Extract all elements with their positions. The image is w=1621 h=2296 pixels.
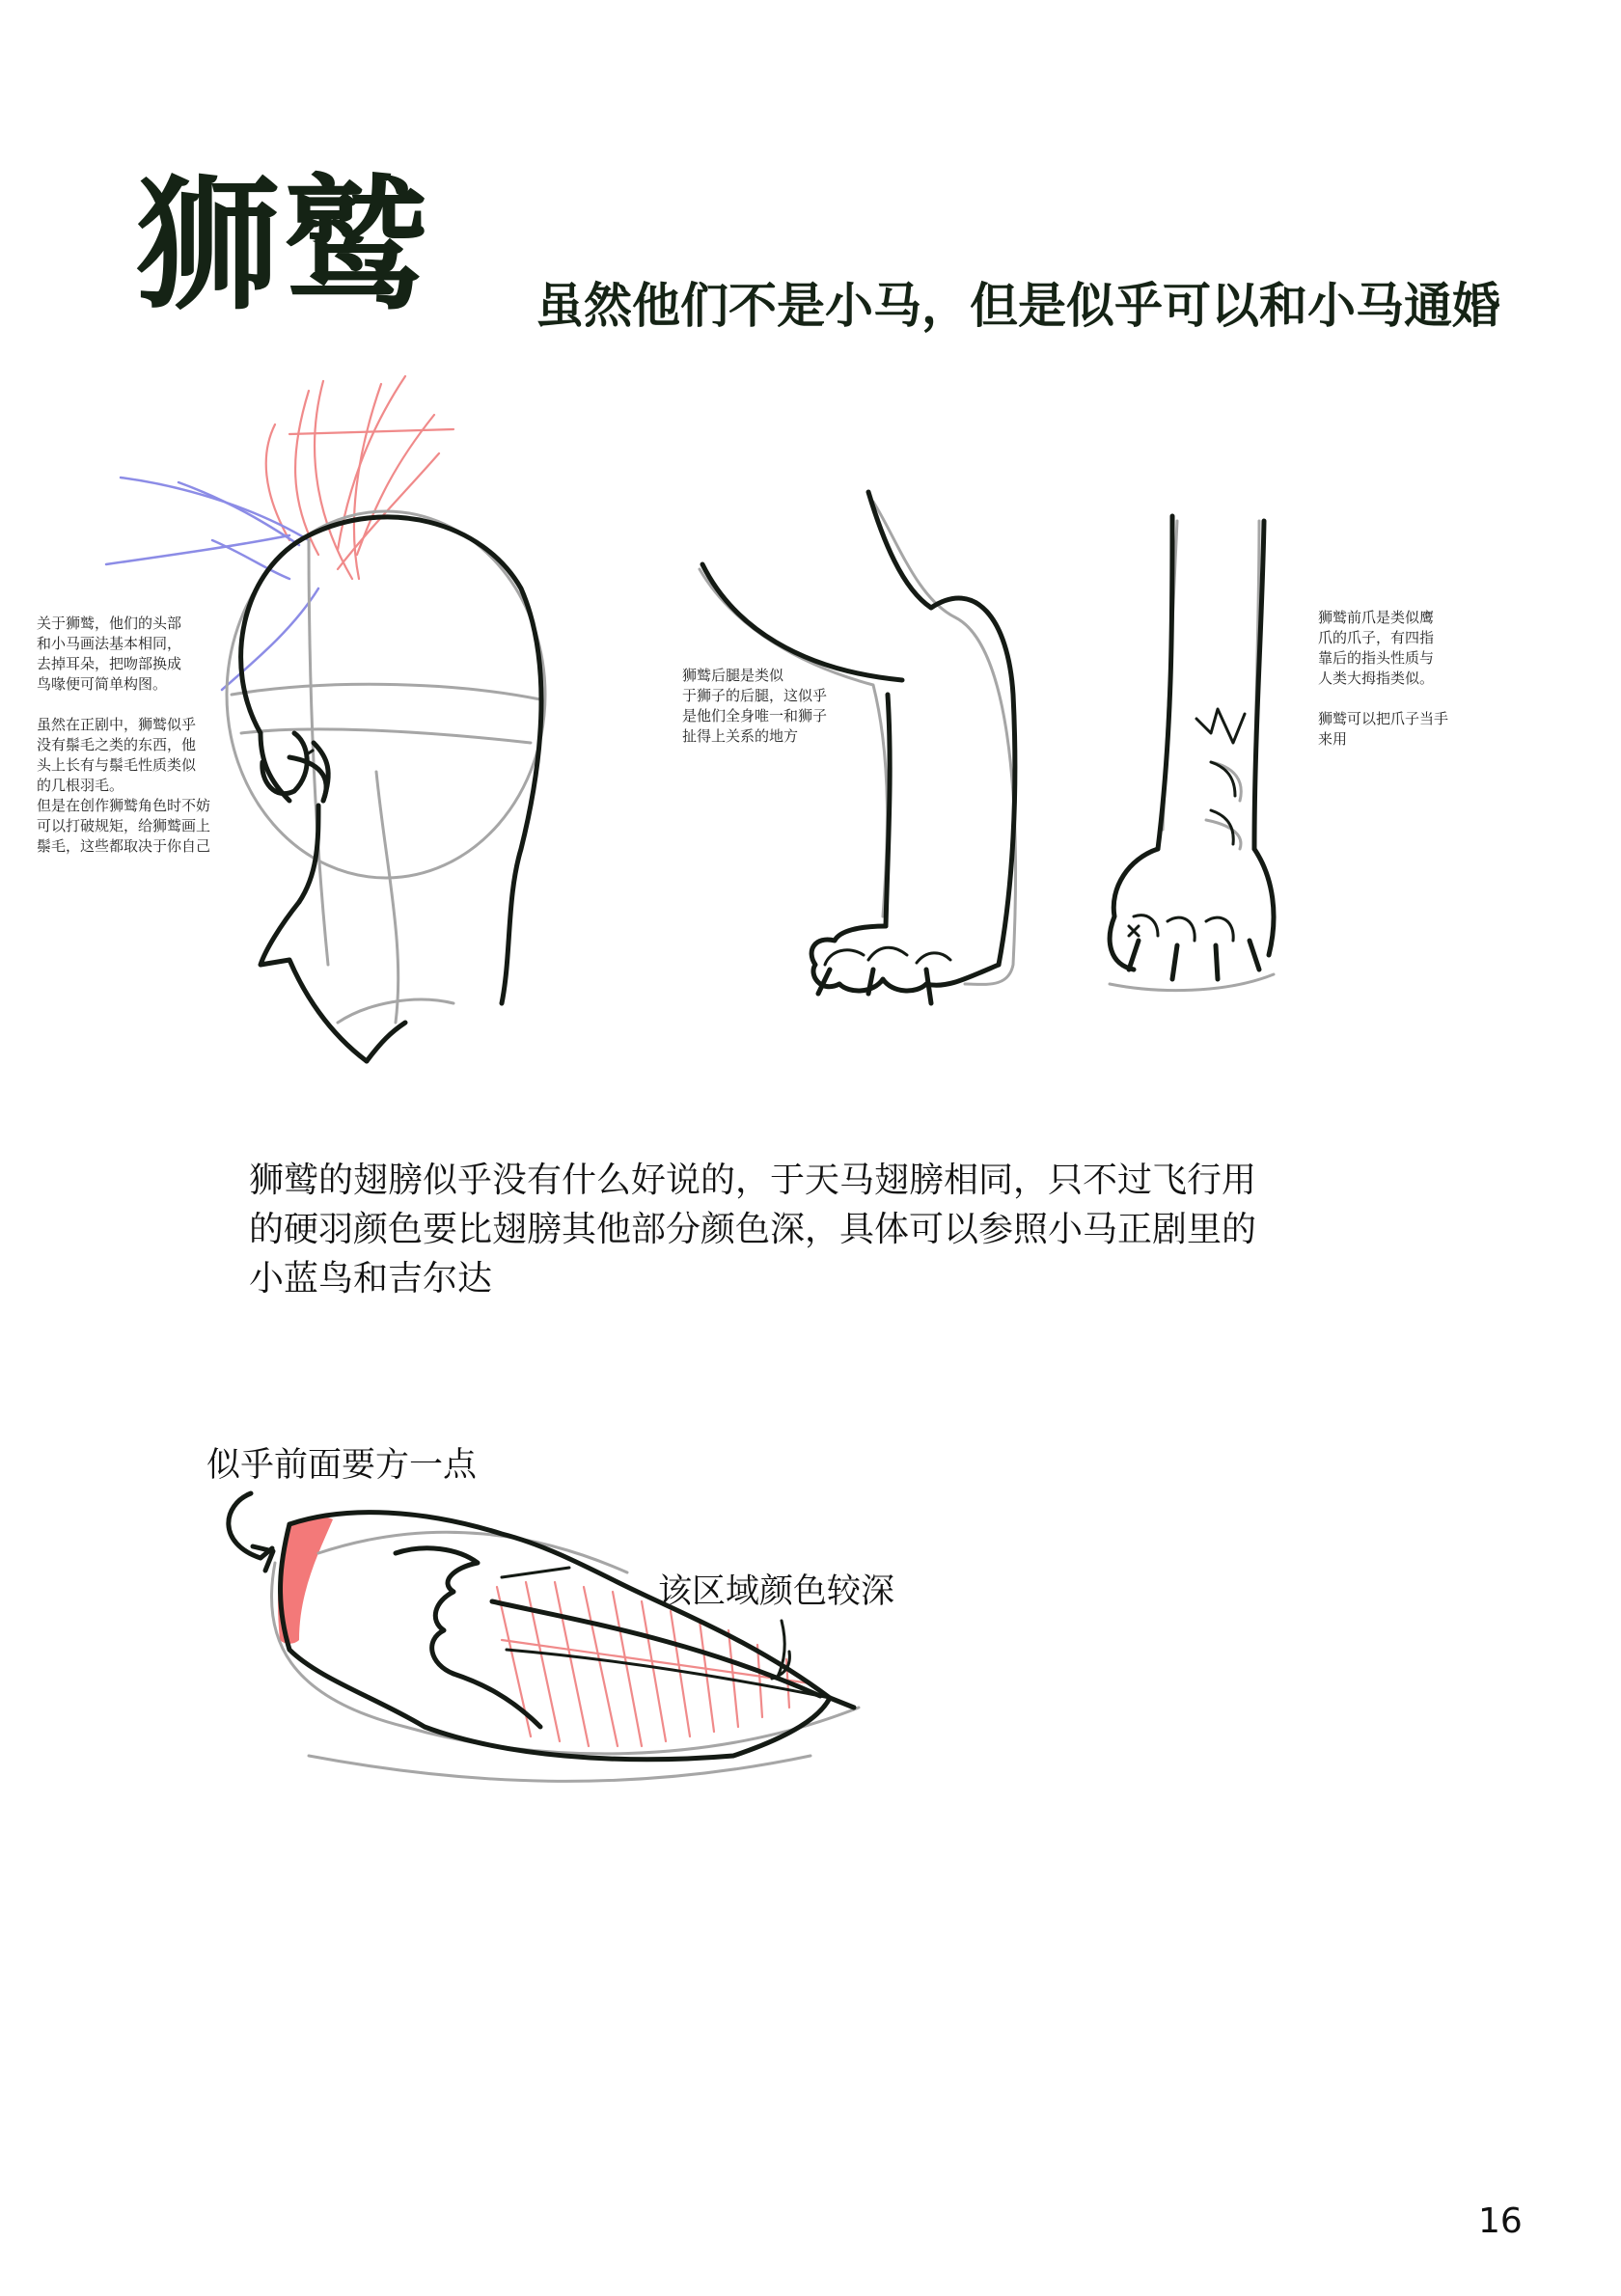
wing-paragraph: 狮鹫的翅膀似乎没有什么好说的，于天马翅膀相同，只不过飞行用 的硬羽颜色要比翅膀其他部分颜色深，具体可以参照小马正剧里的 小蓝鸟和吉尔达 — [249, 1161, 1257, 1298]
page-number: 16 — [1478, 2201, 1523, 2241]
page-subtitle: 虽然他们不是小马，但是似乎可以和小马通婚 — [536, 278, 1500, 334]
front-claw-note: 狮鹫前爪是类似鹰 爪的爪子，有四指 靠后的指头性质与 人类大拇指类似。 狮鹫可以把爪子当手 来用 — [1318, 609, 1449, 748]
callout-front-squarer: 似乎前面要方一点 — [206, 1446, 478, 1485]
page-title: 狮鹫 — [135, 162, 433, 330]
head-note: 关于狮鹫，他们的头部 和小马画法基本相同， 去掉耳朵，把吻部换成 鸟喙便可简单构图。 虽然在正剧中，狮鹫似乎 没有鬃毛之类的东西，他 头上长有与鬃毛性质类似 的几根羽毛。 但是在创作狮鹫角色时不妨 可以打破规矩，给狮鹫画上 鬃毛，这些都取决于你自己 — [37, 615, 211, 855]
callout-dark-area: 该区域颜色较深 — [658, 1572, 895, 1611]
hind-leg-note: 狮鹫后腿是类似 于狮子的后腿，这似乎 是他们全身唯一和狮子 扯得上关系的地方 — [682, 667, 828, 745]
